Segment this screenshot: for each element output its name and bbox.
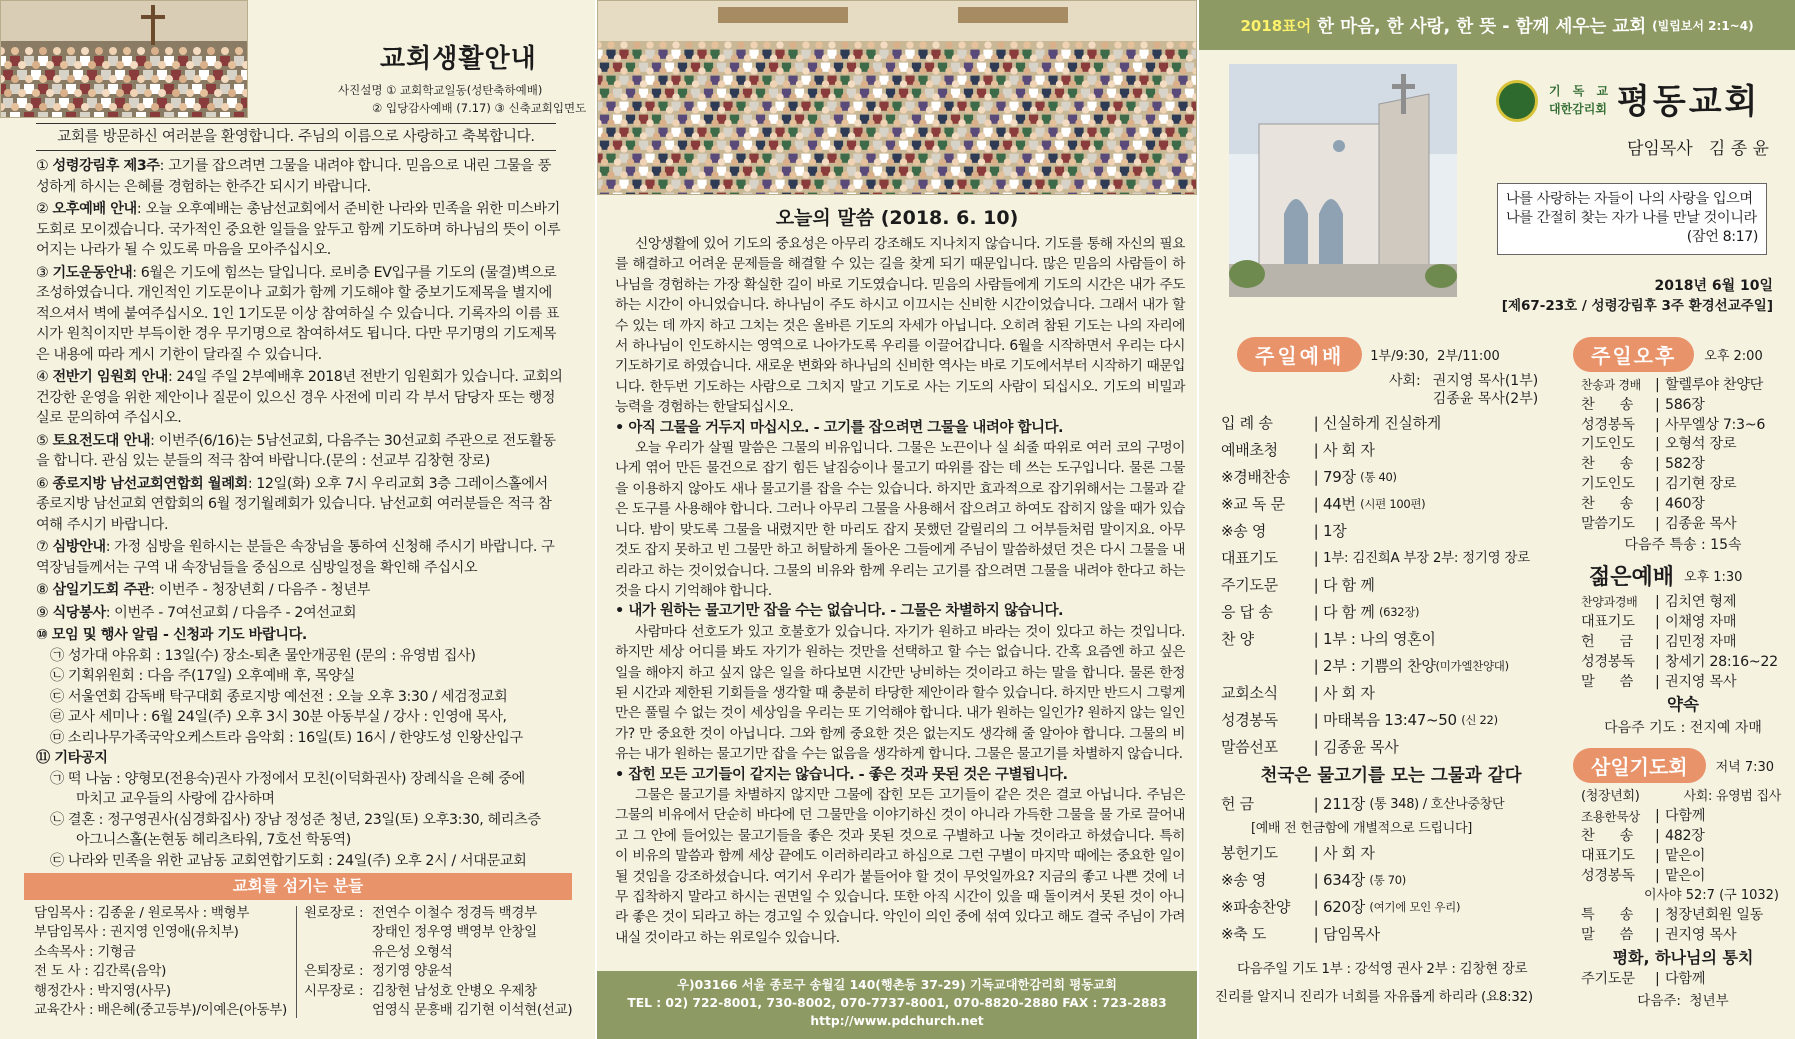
officiant-name: 권지영 목사(1부) — [1432, 373, 1539, 389]
order-row: 헌 금 | 211장 (통 348) / 호산나중창단 — [1221, 795, 1505, 813]
wednesday-row: 말 씀 | 권지영 목사 — [1581, 927, 1737, 944]
staff-list-left — [34, 904, 294, 1020]
notice-item: ⑦ 심방안내: 가정 심방을 원하시는 분들은 속장님을 통하여 신청해 주시기 바랍니다. 구역장님들께서는 구역 내 속장님들을 중심으로 심방일정을 확인해 주십시오 — [36, 539, 555, 576]
photo-caption-1: 사진설명 ① 교회학교일동(성탄축하예배) — [338, 83, 543, 97]
motto-year: 2018표어 — [1240, 16, 1312, 35]
staff-row: 은퇴장로 : 정기영 양윤석 — [304, 963, 453, 980]
notice-item: ⑥ 종로지방 남선교회연합회 월례회: 12일(화) 오후 7시 우리교회 3층 그레이스홀에서 종로지방 남선교회 연합회의 6월 정기월례회가 있습니다. 남선교회 여러분들은 적극 참여해 주시기 바랍니다. — [36, 475, 552, 533]
afternoon-row: 찬 송 | 586장 — [1581, 396, 1705, 413]
staff-row: 교육간사 : 배은혜(중고등부)/이예은(아동부) — [34, 1002, 287, 1019]
motto-ref: (빌립보서 2:1~4) — [1652, 18, 1754, 33]
event-item: ㉣ 교사 세미나 : 6월 24일(주) 오후 3시 30분 아동부실 / 강사 : 인영애 목사, — [50, 709, 507, 725]
sunday-service-title — [1237, 337, 1500, 372]
verse-box — [1497, 183, 1767, 255]
sunday-service-times: 1부/9:30, 2부/11:00 — [1370, 349, 1500, 364]
senior-pastor: 담임목사 김 종 윤 — [1627, 139, 1769, 159]
staff-row: 유은성 오형석 — [372, 943, 453, 960]
wednesday-title — [1573, 748, 1785, 783]
notice-item: ⑧ 삼일기도회 주관: 이번주 - 청장년회 / 다음주 - 청년부 — [36, 582, 371, 598]
news-item: ㉡ 결혼 : 정구영권사(심경화집사) 장남 정성준 청년, 23일(토) 오후3:30, 헤리츠증 — [50, 811, 541, 828]
footer-tel: TEL : 02) 722-8001, 730-8002, 070-7737-8001, 070-8820-2880 FAX : 723-2883 — [627, 996, 1167, 1010]
wednesday-row: 특 송 | 청장년회원 일동 — [1581, 907, 1764, 924]
sermon-point-heading: • 아직 그물을 거두지 마십시오. - 고기를 잡으려면 그물을 내려야 합니다. — [615, 419, 1063, 436]
footer-address: 우)03166 서울 종로구 송월길 140(행촌동 37-29) 기독교대한감리회 평동교회 — [677, 978, 1117, 992]
afternoon-next: 다음주 특송 : 15속 — [1624, 537, 1742, 554]
order-row: 응 답 송 | 다 함 께 (632장) — [1221, 603, 1420, 621]
right-panel — [1199, 0, 1795, 1039]
wednesday-row: 성경봉독 | 맡은이 — [1581, 867, 1706, 884]
event-item: ㉡ 기획위원회 : 다음 주(17일) 오후예배 후, 목양실 — [50, 668, 355, 684]
staff-list-right — [304, 904, 589, 1020]
church-name: 평동교회 — [1617, 82, 1761, 122]
sermon-point-text: 사람마다 선호도가 있고 호불호가 있습니다. 자기가 원하고 바라는 것이 있다고 하는 것입니다. 하지만 세상 어디를 봐도 자기가 원하는 것만을 선택하고 할 수는 없습니다. 간혹 요즘엔 하고 싶은 일을 해야지 하고 싶지 않은 일을 하다보면 시간만 낭비하는 것이라고 하는 말을 합니다. 물론 한정된 시간과 제한된 기회들을 생각할 때 충분히 타당한 제안이라 할수 있습니다. 하지만 반드시 그렇게 만은 풀릴 수 없는 것이 세상임을 우리는 또 기억해야 합니다. 내가 원하는 일인가? 원하지 않는 일인가? 만 중요한 것이 아닙니다. 그와 함께 중요한 것은 없는지도 생각해 줄 알아야 합니다. 그물의 비유는 내가 원하는 물고기만 잡을 수는 없음을 생각하게 합니다. 그물은 물고기를 차별하지 않습니다. — [615, 623, 1185, 763]
notice-item: ⑩ 모임 및 행사 알림 - 신청과 기도 바랍니다. — [36, 627, 307, 643]
bulletin-date: 2018년 6월 10일 — [1654, 278, 1773, 294]
afternoon-pill: 주일오후 — [1573, 337, 1694, 372]
notice-item: ① 성령강림후 제3주: 고기를 잡으려면 그물을 내려야 합니다. 믿음으로 내린 그물을 풍성하게 하시는 은혜를 경험하는 한주간 되시기 바랍니다. — [36, 158, 552, 195]
afternoon-row: 찬 송 | 460장 — [1581, 495, 1705, 512]
afternoon-column — [1573, 337, 1785, 1012]
middle-panel — [597, 0, 1197, 1039]
event-item: ㉢ 서울연회 감독배 탁구대회 종로지방 예선전 : 오늘 오후 3:30 / 세검정교회 — [50, 688, 508, 705]
afternoon-row: 말씀기도 | 김종윤 목사 — [1581, 515, 1737, 532]
staff-divider — [296, 906, 297, 1018]
wednesday-sermon: 평화, 하나님의 통치 — [1612, 947, 1754, 967]
staff-row: 시무장로 : 김창현 남성호 안병오 우제창 — [304, 982, 537, 999]
staff-row: 엄영식 문흥배 김기현 이석현(선교) — [372, 1002, 573, 1019]
wednesday-scripture: 이사야 52:7 (구 1032) — [1643, 888, 1779, 904]
order-row: | 2부 : 기쁨의 찬양 (미가엘찬양대) — [1313, 657, 1509, 675]
wednesday-row: 대표기도 | 맡은이 — [1581, 847, 1706, 864]
wednesday-row: 찬 송 | 482장 — [1581, 827, 1705, 844]
bulletin-issue: [제67-23호 / 성령강림후 3주 환경선교주일] — [1501, 298, 1773, 314]
officiant-label: 사회: — [1389, 373, 1421, 389]
wednesday-row: 조용한묵상 | 다함께 — [1581, 808, 1706, 825]
staff-row: 부담임목사 : 권지영 인영애(유치부) — [34, 924, 239, 941]
event-item: ㉠ 성가대 야유회 : 13일(수) 장소-퇴촌 물안개공원 (문의 : 유영범 집사) — [50, 647, 476, 664]
youth-sermon: 약속 — [1667, 695, 1699, 715]
order-row: 주기도문 | 다 함 께 — [1221, 576, 1375, 594]
left-panel — [0, 0, 595, 1039]
motto-banner — [1199, 0, 1795, 50]
group-photo-congregation — [597, 0, 1197, 195]
sermon-point-text: 오늘 우리가 살필 말씀은 그물의 비유입니다. 그물은 노끈이나 실 쇠줄 따위로 여러 코의 구멍이 나게 엮어 만든 물건으로 잡기 힘든 날짐승이나 물고기 따위를 잡는 데 쓰는 도구입니다. 물론 그물을 이용하지 않아도 새나 물고기를 잡을 수는 있습니다. 하지만 효과적으로 잡기위해서는 그물과 같은 도구를 사용해야 합니다. 그러나 아무리 그물을 사용해서 잡으려고 하여도 잡히지 않을 때가 있습니다. 밤이 맞도록 그물을 내렸지만 한 마리도 잡지 못했던 갈릴리의 그 어부들처럼 말이지요. 아무것도 잡지 못하고 빈 그물만 하고 허탈하게 돌아온 그들에게 주님이 말씀하셨던 것은 다시 그물을 내리라고 하는 것이었습니다. 그물의 비유와 함께 우리는 고기를 잡으려면 그물을 내려야 한다고 하는 것을 다시 기억해야 합니다. — [615, 440, 1185, 599]
youth-row: 성경봉독 | 창세기 28:16~22 — [1581, 653, 1778, 670]
page-title: 교회생활안내 — [380, 44, 537, 74]
order-of-worship — [1221, 410, 1561, 948]
youth-row: 헌 금 | 김민정 자매 — [1581, 633, 1737, 650]
staff-row: 장태인 정우영 백영부 안창일 — [372, 924, 537, 941]
order-row: ※송 영 | 634장 (통 70) — [1221, 871, 1406, 889]
order-row: ※파송찬양 | 620장 (여기에 모인 우리) — [1221, 898, 1461, 916]
order-row: 입 례 송 | 신실하게 진실하게 — [1221, 414, 1441, 432]
event-item: ㉤ 소리나무가족국악오케스트라 음악회 : 16일(토) 16시 / 한양도성 인왕산입구 — [50, 729, 523, 746]
youth-title — [1573, 560, 1785, 591]
staff-row: 원로장로 : 전연수 이철수 정경득 백경부 — [304, 905, 537, 921]
wednesday-time: 저녁 7:30 — [1715, 760, 1775, 776]
afternoon-title — [1573, 337, 1785, 372]
next-week-prayer: 다음주일 기도 1부 : 강석영 권사 2부 : 김창현 장로 — [1237, 961, 1528, 977]
notice-list — [36, 156, 564, 871]
sermon-name: 천국은 물고기를 모는 그물과 같다 — [1260, 766, 1522, 786]
order-row: 봉헌기도 | 사 회 자 — [1221, 844, 1375, 862]
motto-text: 한 마음, 한 사랑, 한 뜻 - 함께 세우는 교회 — [1317, 16, 1647, 37]
staff-row: 전 도 사 : 김간록(음악) — [34, 963, 167, 980]
afternoon-row: 찬 송 | 582장 — [1581, 456, 1705, 473]
order-row: ※경배찬송 | 79장 (통 40) — [1221, 468, 1397, 486]
footer-website[interactable]: http://www.pdchurch.net — [810, 1014, 984, 1028]
verse-ref: (잠언 8:17) — [1686, 229, 1758, 245]
afternoon-row: 기도인도 | 김기현 장로 — [1581, 475, 1737, 492]
notice-item: ② 오후예배 안내: 오늘 오후예배는 총남선교회에서 준비한 나라와 민족을 위한 미스바기도회로 모이겠습니다. 국가적인 중요한 일들을 앞두고 함께 기도하며 하나님의 뜻이 이루어지는 나라가 될 수 있도록 마음을 모아주십시오. — [36, 201, 561, 258]
notice-item: ④ 전반기 임원회 안내: 24일 주일 2부예배후 2018년 전반기 임원회가 있습니다. 교회의 건강한 운영을 위한 제안이나 질문이 있으신 경우 사전에 미리 각 부서 담당자 또는 행정실로 문의하여 주십시오. — [36, 369, 563, 426]
group-photo-choir — [0, 0, 248, 118]
staff-section-title: 교회를 섬기는 분들 — [24, 873, 572, 900]
order-row: 교회소식 | 사 회 자 — [1221, 684, 1375, 702]
denomination-bottom: 대한감리회 — [1549, 102, 1607, 116]
order-row: ※송 영 | 1장 — [1221, 522, 1347, 540]
afternoon-time: 오후 2:00 — [1704, 349, 1763, 364]
afternoon-row: 기도인도 | 오형석 장로 — [1581, 436, 1737, 453]
footer-contact — [597, 971, 1197, 1039]
verse-text: 나를 사랑하는 자들이 나의 사랑을 입으며 나를 간절히 찾는 자가 나를 만날 것이니라 — [1506, 191, 1757, 226]
staff-row: 담임목사 : 김종윤 / 원로목사 : 백형부 — [34, 905, 250, 921]
staff-row: 소속목사 : 기형금 — [34, 943, 136, 960]
youth-service-label: 젊은예배 — [1589, 565, 1675, 591]
news-item-cont: 아그니스홀(논현동 헤리츠타워, 7호선 학동역) — [76, 832, 351, 848]
church-logo-icon — [1496, 80, 1538, 122]
news-item-cont: 마치고 교우들의 사랑에 감사하며 — [76, 791, 275, 807]
offering-note: [예배 전 헌금함에 개별적으로 드립니다] — [1251, 821, 1473, 836]
order-row: 성경봉독 | 마태복음 13:47~50 (신 22) — [1221, 711, 1498, 729]
wednesday-row: 주기도문 | 다함께 — [1581, 970, 1706, 987]
photo-caption-2: ② 입당감사예배 (7.17) ③ 신축교회입면도 — [372, 101, 587, 115]
staff-row: 행정간사 : 박지영(사무) — [34, 982, 171, 999]
notice-item: ③ 기도운동안내: 6월은 기도에 힘쓰는 달입니다. 로비층 EV입구를 기도의 (물결)벽으로 조성하였습니다. 개인적인 기도문이나 교회가 함께 기도해야 할 중보기도제목을 별지에 적으셔서 벽에 붙여주십시오. 1인 1기도문 이상 참여하실 수 있습니다. 기록자의 이름 표시가 원칙이지만 부득이한 경우 무기명으로 참여하셔도 됩니다. 다만 무기명의 기도제목은 내용에 따라 게시 기한이 달라질 수 있습니다. — [36, 264, 560, 363]
sermon-point-heading: • 내가 원하는 물고기만 잡을 수는 없습니다. - 그물은 차별하지 않습니다. — [615, 603, 1063, 620]
officiant-name: 김종윤 목사(2부) — [1432, 391, 1539, 407]
other-notices-heading: ⑪ 기타공지 — [36, 750, 108, 766]
denomination-top: 기 독 교 — [1549, 84, 1613, 98]
order-row: 찬 양 | 1부 : 나의 영혼이 — [1221, 630, 1436, 648]
officiant — [1389, 372, 1538, 408]
youth-row: 찬양과경배 | 김치연 형제 — [1581, 594, 1737, 611]
news-item: ㉠ 떡 나눔 : 양형모(전용숙)권사 가정에서 모친(이덕화권사) 장례식을 은혜 중에 — [50, 770, 525, 787]
order-row: 예배초청 | 사 회 자 — [1221, 441, 1375, 459]
order-row: ※교 독 문 | 44번 (시편 100편) — [1221, 495, 1426, 513]
youth-row: 말 씀 | 권지영 목사 — [1581, 673, 1737, 690]
wednesday-next: 다음주: 청년부 — [1637, 992, 1729, 1009]
wednesday-host-row: (청장년회) 사회: 유영범 집사 — [1581, 789, 1781, 805]
order-row: 대표기도 | 1부: 김진희A 부장 2부: 정기영 장로 — [1221, 549, 1530, 567]
sermon-point-heading: • 잡힌 모든 고기들이 같지는 않습니다. - 좋은 것과 못된 것은 구별됩니다. — [615, 766, 1068, 783]
order-row: 말씀선포 | 김종윤 목사 — [1221, 738, 1399, 756]
sermon-point-text: 그물은 물고기를 차별하지 않지만 그물에 잡힌 모든 고기들이 같은 것은 결코 아닙니다. 주님은 그물의 비유에서 단순히 바다에 던 그물만을 이야기하신 것이 아니라 가득한 그물을 물 가로 끌어내고 그 안에 들어있는 물고기들을 좋은 것과 못된 것으로 구별하고 나눌 것이라고 하셨습니다. 특히 이 비유의 말씀과 함께 세상 끝에도 이러하리라고 하심으로 그런 구별이 마지막 때에는 중요한 일이 될 것임을 강조하셨습니다. 여기서 우리가 붙들어야 할 것이 무엇일까요? 지금의 좋고 나쁜 것에 너무 집착하지 말라고 하시는 권면일 수 있습니다. 또한 아직 시간이 있을 때 돌이켜서 못된 것이 아니라 좋은 것이 되라고 하는 경고일 수 있습니다. 악인이 의인 중에 섞여 있다고 해도 결국 주님이 가려내실 것이라고 하는 위로일수 있습니다. — [615, 786, 1185, 946]
closing-verse: 진리를 알지니 진리가 너희를 자유롭게 하리라 (요8:32) — [1215, 989, 1533, 1005]
sermon-title: 오늘의 말씀 (2018. 6. 10) — [775, 207, 1019, 229]
wednesday-pill: 삼일기도회 — [1573, 748, 1706, 783]
youth-time: 오후 1:30 — [1684, 570, 1743, 586]
sermon-intro: 신앙생활에 있어 기도의 중요성은 아무리 강조해도 지나치지 않습니다. 기도를 통해 자신의 필요를 해결하고 어려운 문제들을 해결할 수 있는 길을 찾게 되기 때문입니다. 많은 믿음의 사람들이 하나님을 경험하는 가장 확실한 길이 바로 기도였습니다. 믿음의 사람들에게 기도의 시간은 내가 주도하는 시간이 아니었습니다. 하나님이 주도 하시고 이끄시는 신비한 시간이었습니다. 그래서 내가 할수 있는 데 까지 하고 그치는 것은 올바른 기도의 자세가 아닙니다. 오히려 참된 기도는 나의 자리에서 하나님이 인도하시는 영역으로 나아가도록 우리를 이끌어갑니다. 6월을 시작하면서 우리는 다시 기도하기로 하였습니다. 새로운 변화와 하나님의 신비한 역사는 바로 기도에서부터 시작하기 때문입니다. 한두번 기도하는 사람으로 그치지 말고 기도로 사는 기도의 사람이 되십시오. 기도의 비밀과 능력을 경험하는 한달되십시오. — [615, 236, 1185, 416]
afternoon-row: 성경봉독 | 사무엘상 7:3~6 — [1581, 416, 1766, 433]
church-building-photo — [1229, 64, 1457, 297]
notice-item: ⑨ 식당봉사: 이번주 - 7여선교회 / 다음주 - 2여선교회 — [36, 604, 357, 621]
youth-row: 대표기도 | 이채영 자매 — [1581, 614, 1737, 631]
notice-item: ⑤ 토요전도대 안내: 이번주(6/16)는 5남선교회, 다음주는 30선교회 주관으로 전도활동을 합니다. 관심 있는 분들의 적극 참여 바랍니다.(문의 : 선교부 김창현 장로) — [36, 432, 556, 469]
sunday-service-pill: 주일예배 — [1237, 337, 1362, 372]
order-row: ※축 도 | 담임목사 — [1221, 925, 1380, 943]
news-item: ㉢ 나라와 민족을 위한 교남동 교회연합기도회 : 24일(주) 오후 2시 / 서대문교회 — [50, 852, 527, 869]
afternoon-row: 찬송과 경배 | 할렐루야 찬양단 — [1581, 377, 1764, 393]
welcome-banner: 교회를 방문하신 여러분을 환영합니다. 주님의 이름으로 사랑하고 축복합니다. — [36, 123, 556, 151]
sermon-body — [615, 234, 1185, 948]
youth-next: 다음주 기도 : 전지예 자매 — [1604, 720, 1762, 737]
